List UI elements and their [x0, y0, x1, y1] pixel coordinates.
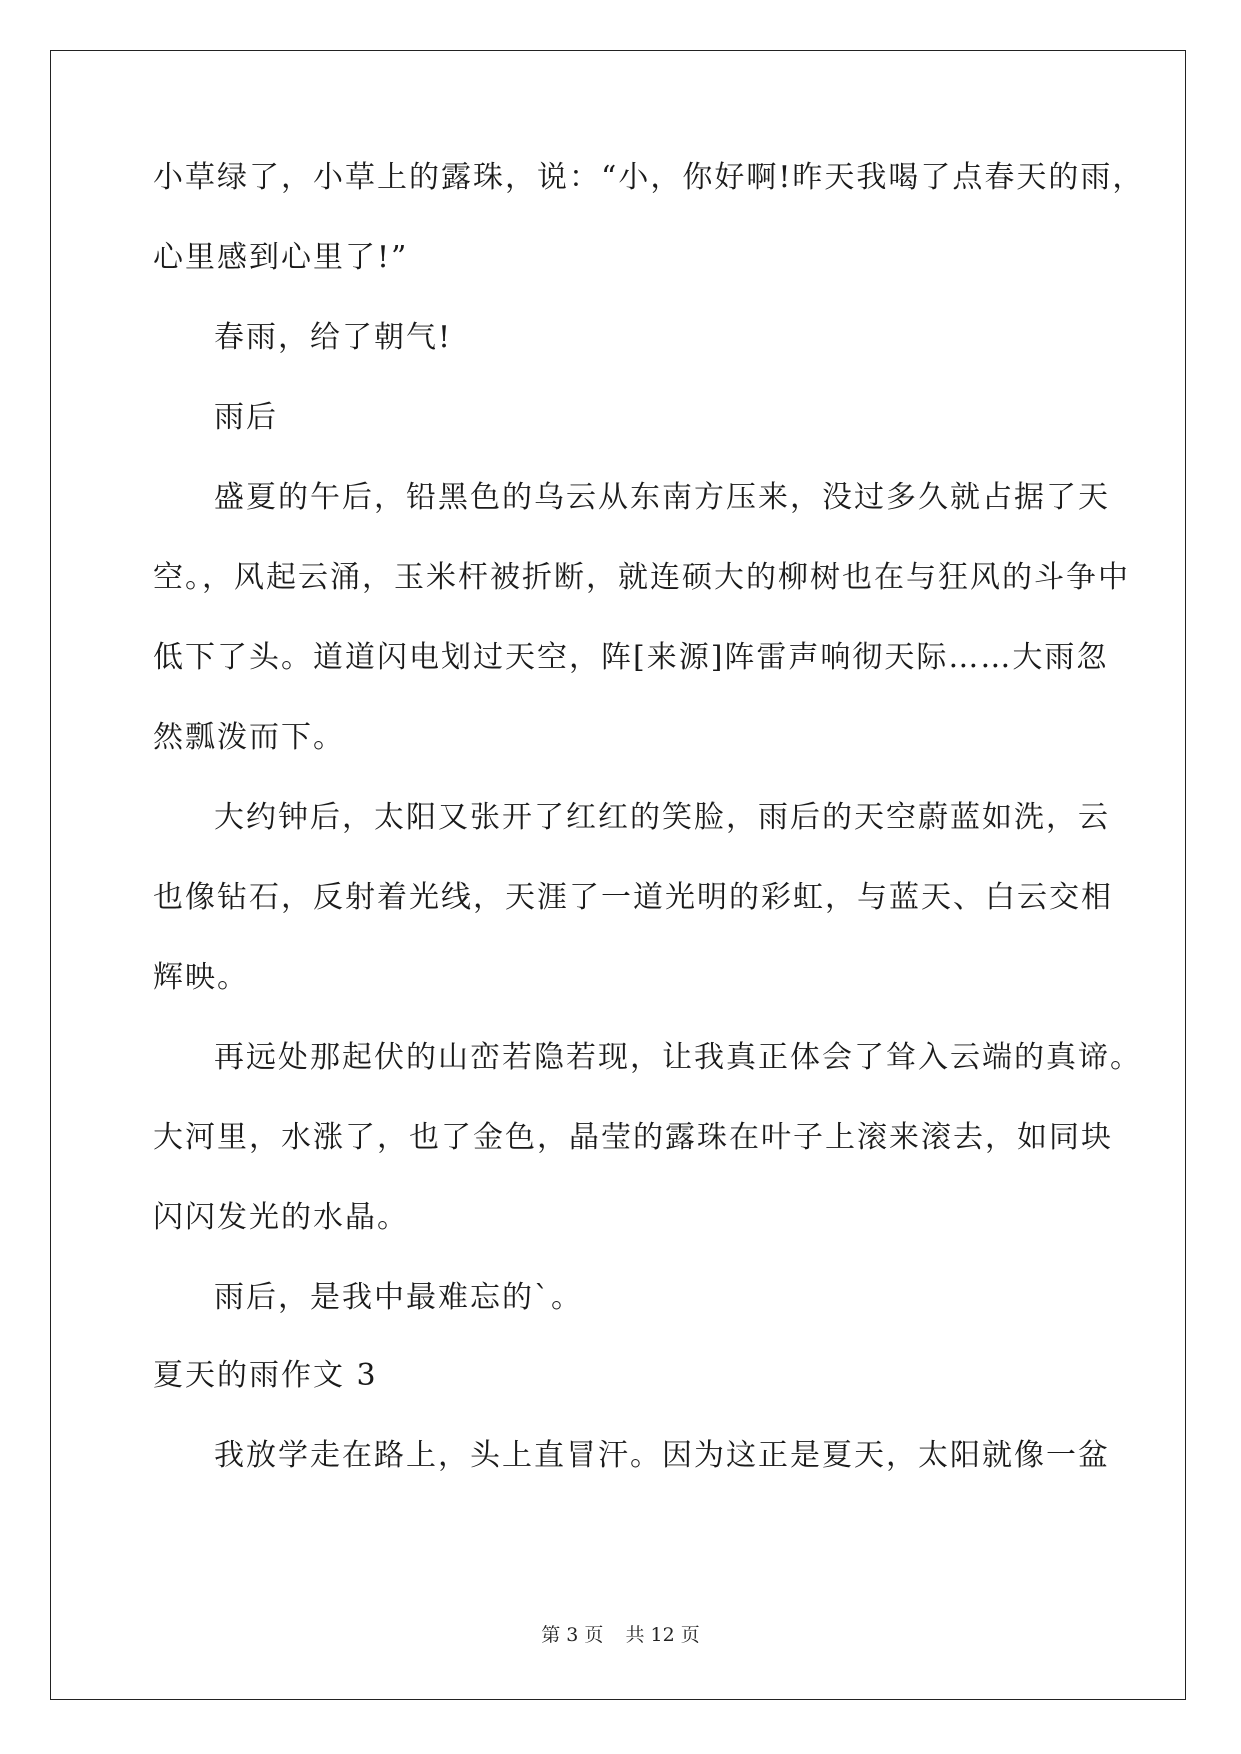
- text-line: 大约钟后，太阳又张开了红红的笑脸，雨后的天空蔚蓝如洗，云: [214, 800, 1110, 835]
- text-line: 低下了头。道道闪电划过天空，阵[来源]阵雷声响彻天际……大雨忽: [153, 640, 1109, 675]
- text-line: 雨后，是我中最难忘的`。: [214, 1280, 583, 1315]
- text-line: 再远处那起伏的山峦若隐若现，让我真正体会了耸入云端的真谛。: [214, 1040, 1142, 1075]
- text-line: 心里感到心里了!”: [153, 240, 409, 275]
- page-number: 第 3 页: [541, 1624, 604, 1646]
- section-heading: 雨后: [214, 400, 278, 435]
- text-line: 小草绿了，小草上的露珠，说：“小，你好啊!昨天我喝了点春天的雨，: [153, 160, 1145, 195]
- text-line: 闪闪发光的水晶。: [153, 1200, 409, 1235]
- page-total: 共 12 页: [625, 1624, 700, 1646]
- text-line: 盛夏的午后，铅黑色的乌云从东南方压来，没过多久就占据了天: [214, 480, 1110, 515]
- text-line: 空。，风起云涌，玉米杆被折断，就连硕大的柳树也在与狂风的斗争中: [153, 560, 1130, 595]
- text-line: 春雨，给了朝气!: [214, 320, 453, 355]
- essay-title: 夏天的雨作文 3: [153, 1358, 378, 1393]
- text-line: 我放学走在路上，头上直冒汗。因为这正是夏天，太阳就像一盆: [214, 1438, 1110, 1473]
- page-footer: [0, 1620, 1241, 1647]
- text-line: 辉映。: [153, 960, 249, 995]
- text-line: 大河里，水涨了，也了金色，晶莹的露珠在叶子上滚来滚去，如同块: [153, 1120, 1113, 1155]
- text-line: 然瓢泼而下。: [153, 720, 345, 755]
- text-line: 也像钻石，反射着光线，天涯了一道光明的彩虹，与蓝天、白云交相: [153, 880, 1113, 915]
